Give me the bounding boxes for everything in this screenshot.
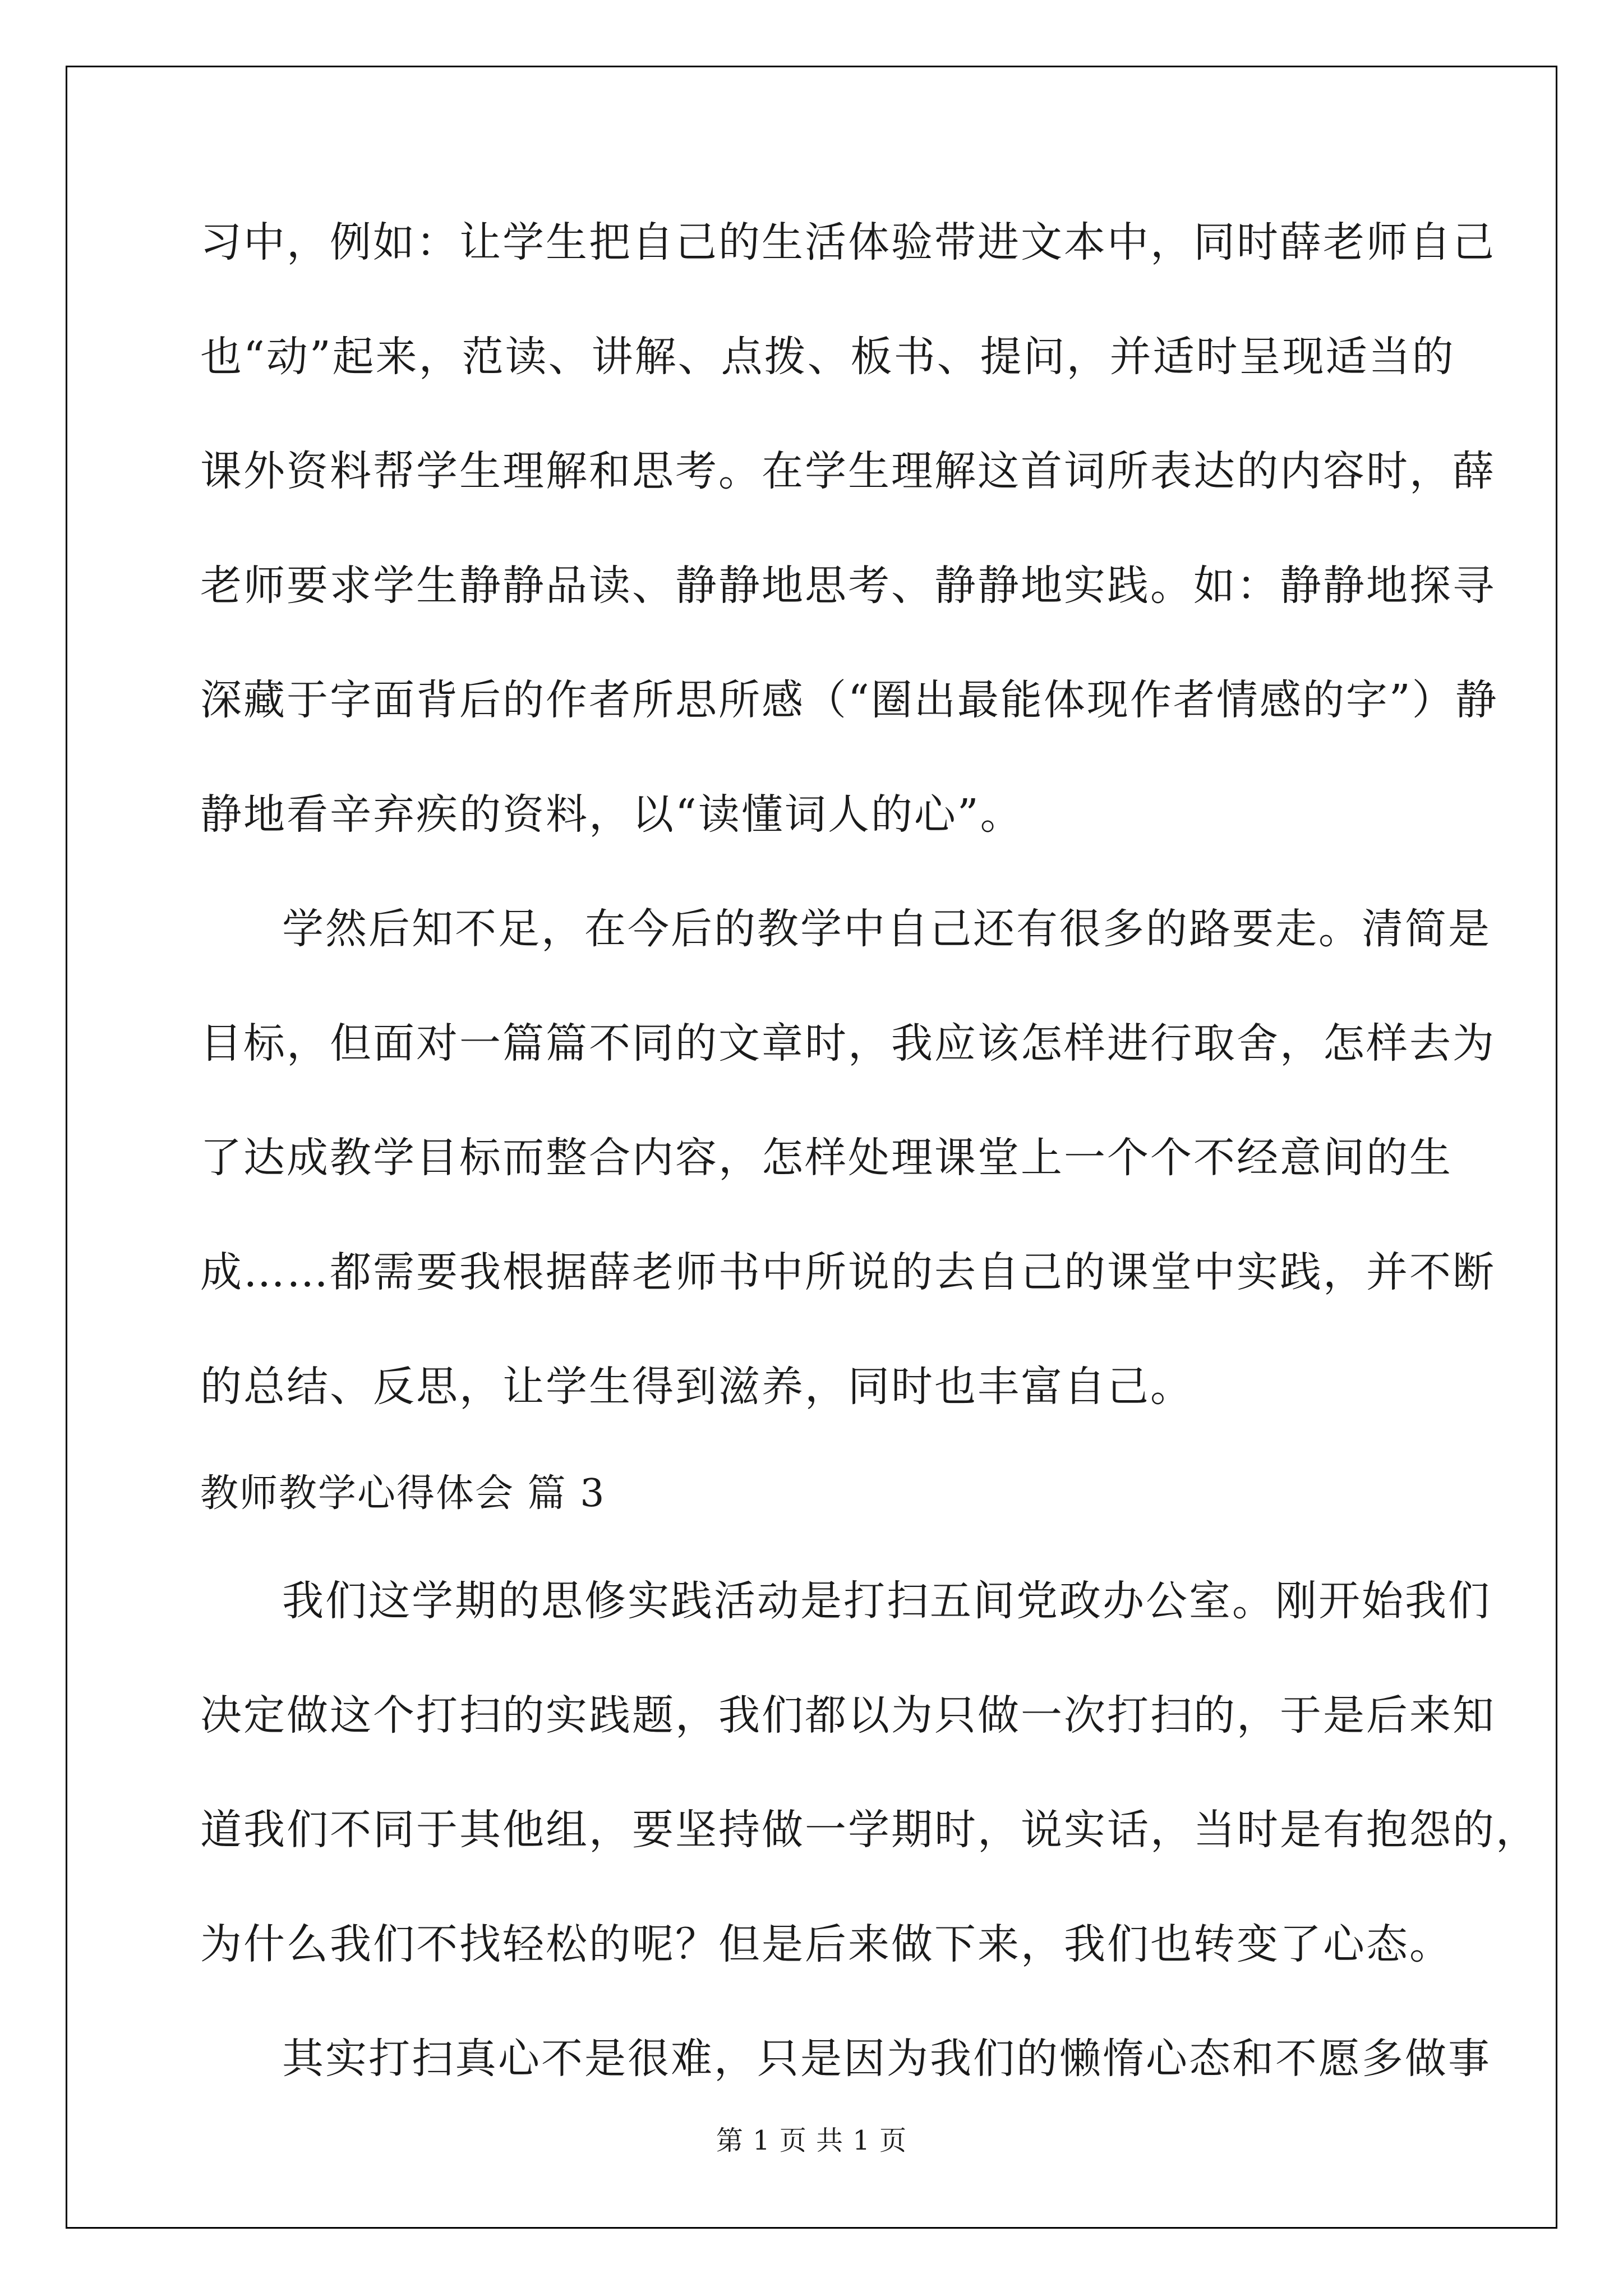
paragraph-line: 目标，但面对一篇篇不同的文章时，我应该怎样进行取舍，怎样去为 <box>200 1019 1496 1068</box>
paragraph-line: 学然后知不足，在今后的教学中自己还有很多的路要走。清简是 <box>282 905 1491 953</box>
page-number-footer: 第 1 页 共 1 页 <box>716 2125 907 2156</box>
paragraph-line: 其实打扫真心不是很难，只是因为我们的懒惰心态和不愿多做事 <box>282 2035 1491 2083</box>
paragraph-line: 也“动”起来，范读、讲解、点拨、板书、提问，并适时呈现适当的 <box>200 333 1455 381</box>
paragraph-line: 深藏于字面背后的作者所思所感（“圈出最能体现作者情感的字”）静 <box>200 676 1498 724</box>
paragraph-line: 习中，例如：让学生把自己的生活体验带进文本中，同时薛老师自己 <box>200 218 1496 266</box>
paragraph-line: 的总结、反思，让学生得到滋养，同时也丰富自己。 <box>200 1363 1193 1411</box>
paragraph-line: 老师要求学生静静品读、静静地思考、静静地实践。如：静静地探寻 <box>200 562 1496 610</box>
paragraph-line: 决定做这个打扫的实践题，我们都以为只做一次打扫的，于是后来知 <box>200 1691 1496 1740</box>
paragraph-line: 为什么我们不找轻松的呢？但是后来做下来，我们也转变了心态。 <box>200 1920 1453 1968</box>
section-heading: 教师教学心得体会 篇 3 <box>200 1471 606 1516</box>
paragraph-line: 课外资料帮学生理解和思考。在学生理解这首词所表达的内容时，薛 <box>200 447 1496 495</box>
document-body <box>200 218 1539 2083</box>
paragraph-line: 静地看辛弃疾的资料，以“读懂词人的心”。 <box>200 790 1023 839</box>
paragraph-line: 我们这学期的思修实践活动是打扫五间党政办公室。刚开始我们 <box>282 1577 1491 1625</box>
paragraph-line: 道我们不同于其他组，要坚持做一学期时，说实话，当时是有抱怨的， <box>200 1806 1539 1854</box>
paragraph-line: 成……都需要我根据薛老师书中所说的去自己的课堂中实践，并不断 <box>200 1248 1496 1296</box>
paragraph-line: 了达成教学目标而整合内容，怎样处理课堂上一个个不经意间的生 <box>200 1134 1453 1182</box>
